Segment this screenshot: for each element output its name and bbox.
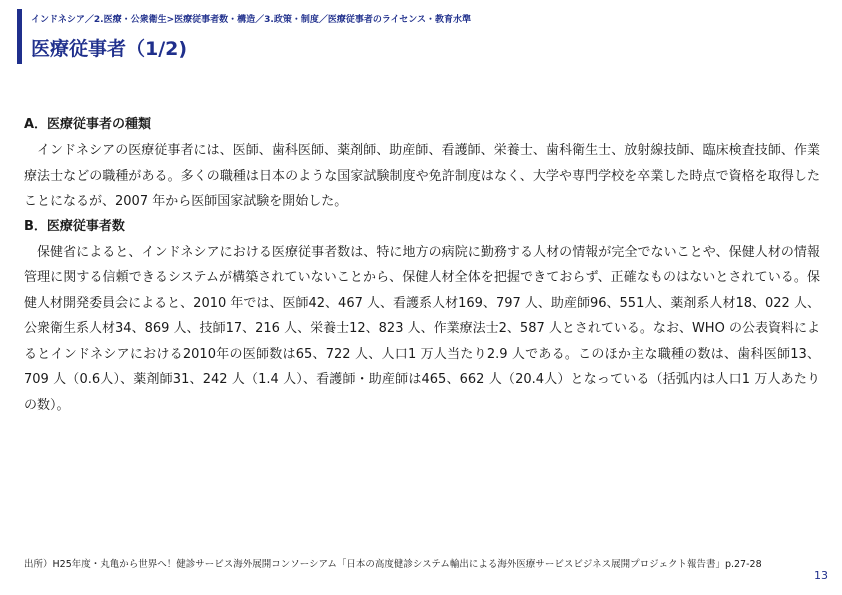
- section-counts: [24, 217, 820, 419]
- section-text-counts: 保健省によると、インドネシアにおける医療従事者数は、特に地方の病院に勤務する人材の情報が完全でないことや、保健人材の情報管理に関する信頼できるシステムが構築されていないことから、保健人材全体を把握できておらず、正確なものはないとされている。保健人材開発委員会によると、2010 年では、医師42、467 人、看護系人材169、797 人、助産師96、551人、薬剤系人材18、022 人、公衆衛生系人材34、869 人、技師17、216 人、栄養士12、823 人、作業療法士2、587 人とされている。なお、WHO の公表資料によるとインドネシアにおける2010年の医師数は65、722 人、人口1 万人当たり2.9 人である。このほか主な職種の数は、歯科医師13、709 人（0.6人）、薬剤師31、242 人（1.4 人）、看護師・助産師は465、662 人（20.4人）となっている（括弧内は人口1 万人あたりの数）。: [24, 244, 820, 413]
- page-title: 医療従事者（1/2): [31, 38, 188, 60]
- section-heading-types: A．医療従事者の種類: [24, 117, 152, 132]
- page-number: 13: [814, 569, 828, 582]
- title-accent-bar: [17, 9, 22, 64]
- breadcrumb: インドネシア／2.医療・公衆衛生>医療従事者数・構造／3.政策・制度／医療従事者のライセンス・教育水準: [31, 15, 472, 25]
- source-citation: 出所）H25年度・丸亀から世界へ！健診サービス海外展開コンソーシアム「日本の高度健診システム輸出による海外医療サービスビジネス展開プロジェクト報告書」p.27-28: [24, 559, 762, 570]
- section-text-types: インドネシアの医療従事者には、医師、歯科医師、薬剤師、助産師、看護師、栄養士、歯科衛生士、放射線技師、臨床検査技師、作業療法士などの職種がある。多くの職種は日本のような国家試験制度や免許制度はなく、大学や専門学校を卒業した時点で資格を取得したことになるが、2007 年から医師国家試験を開始した。: [24, 143, 820, 209]
- body-content: [24, 115, 820, 418]
- section-heading-counts: B．医療従事者数: [24, 218, 125, 234]
- section-types: [24, 115, 820, 215]
